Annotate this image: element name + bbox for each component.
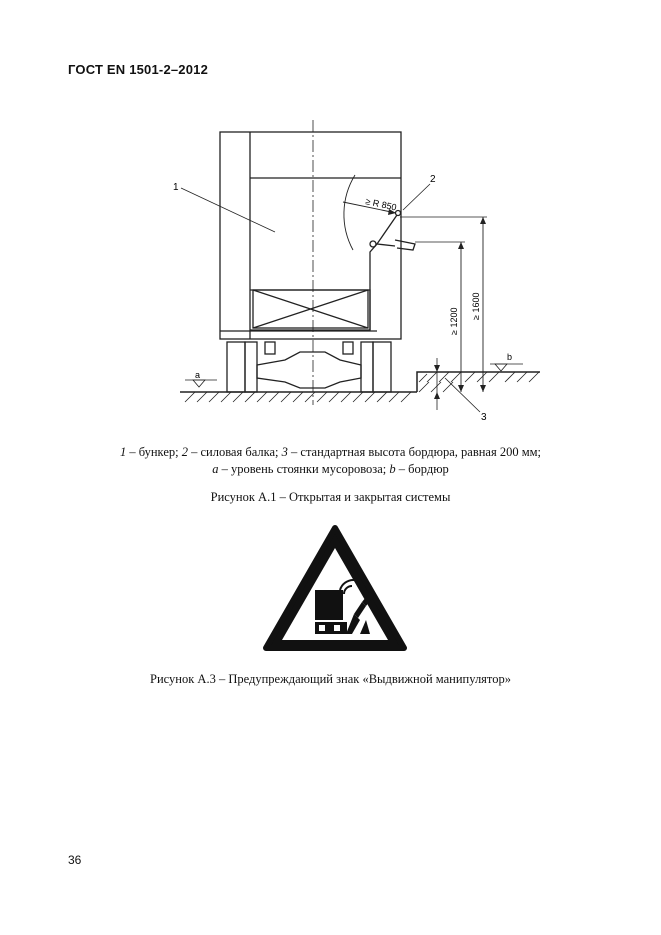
callout-1: 1 — [173, 182, 179, 193]
document-code-header: ГОСТ EN 1501-2–2012 — [68, 62, 209, 77]
legend-b: b — [389, 462, 396, 476]
legend-num-2: 2 — [181, 445, 188, 459]
figure-a3-title: Рисунок А.3 – Предупреждающий знак «Выдвижной манипулятор» — [150, 672, 511, 686]
level-b-label: b — [507, 352, 513, 362]
height-1200-dimension: ≥ 1200 — [449, 307, 459, 335]
figure-a1-legend: 1 – бункер; 2 – силовая балка; 3 – стандартная высота бордюра, равная 200 мм; a – уровень стоянки мусоровоза; b – бордюр — [119, 445, 542, 476]
warning-sign-manipulator-icon — [262, 524, 408, 654]
figure-a1-title: Рисунок А.1 – Открытая и закрытая системы — [210, 490, 451, 504]
legend-num-3: 3 — [281, 445, 288, 459]
callout-2: 2 — [430, 174, 436, 185]
height-1600-dimension: ≥ 1600 — [471, 292, 481, 320]
legend-a: a — [212, 462, 219, 476]
callout-3: 3 — [481, 412, 487, 423]
figure-a1-drawing — [165, 120, 545, 425]
legend-num-1: 1 — [119, 445, 127, 459]
level-a-label: a — [195, 370, 201, 380]
radius-dimension: ≥ R 850 — [364, 196, 398, 213]
page-number: 36 — [68, 853, 82, 867]
